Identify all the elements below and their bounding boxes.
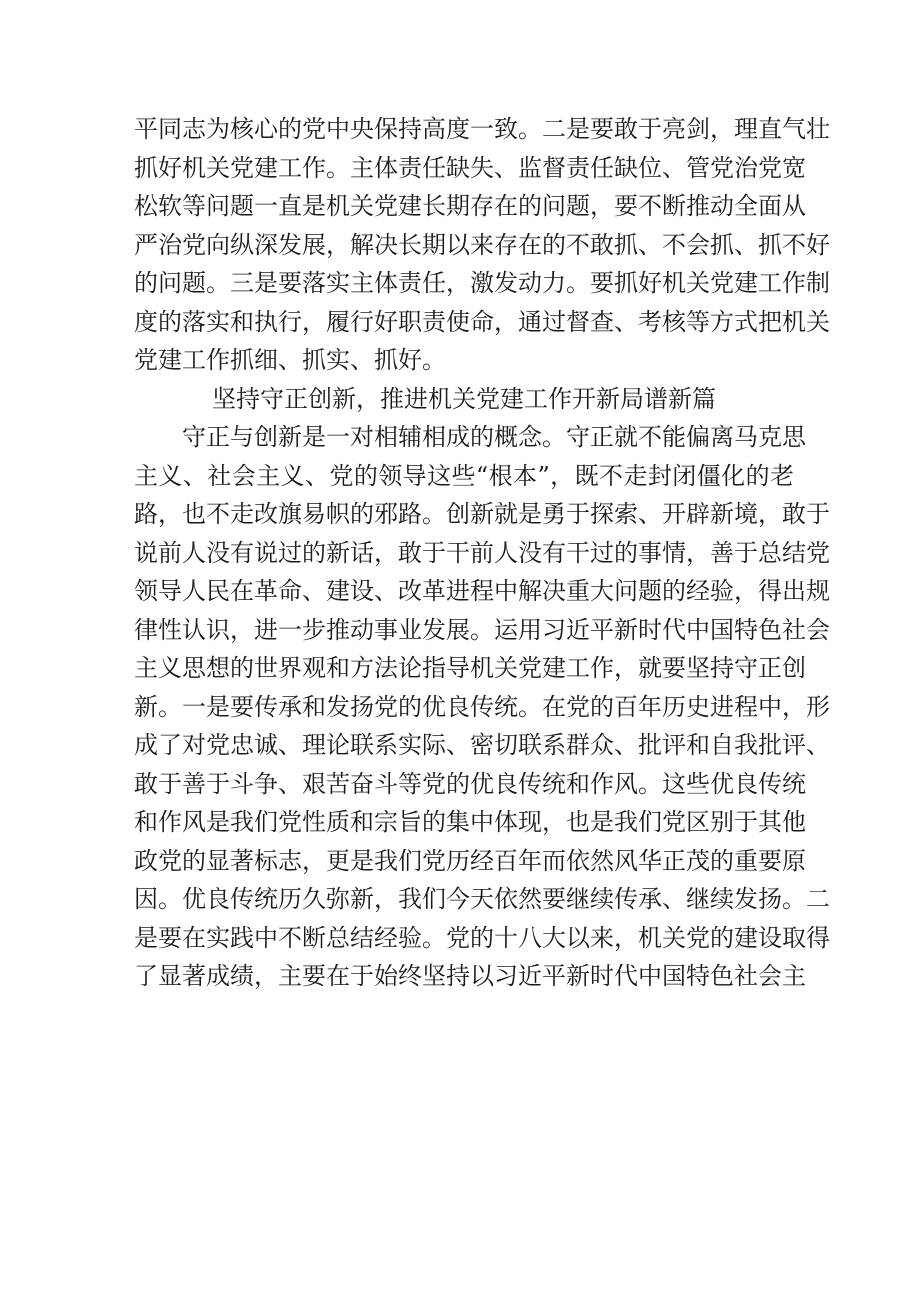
paragraph-continued [134,110,830,380]
text-line: 抓好机关党建工作。主体责任缺失、监督责任缺位、管党治党宽 [134,153,806,182]
text-line: 了显著成绩，主要在于始终坚持以习近平新时代中国特色社会主 [134,962,806,990]
text-line: 主义思想的世界观和方法论指导机关党建工作，就要坚持守正创 [134,654,806,682]
text-line: 的问题。三是要落实主体责任，激发动力。要抓好机关党建工作制 [134,269,830,297]
text-line: 守正与创新是一对相辅相成的概念。守正就不能偏离马克思 [182,423,806,451]
text-line: 律性认识，进一步推动事业发展。运用习近平新时代中国特色社会 [134,615,830,644]
text-line: 度的落实和执行，履行好职责使命，通过督查、考核等方式把机关 [134,307,830,336]
section-heading: 坚持守正创新，推进机关党建工作开新局谱新篇 [212,384,716,413]
text-line: 是要在实践中不断总结经验。党的十八大以来，机关党的建设取得 [134,923,830,952]
text-line: 新。一是要传承和发扬党的优良传统。在党的百年历史进程中，形 [134,692,830,721]
text-line: 政党的显著标志，更是我们党历经百年而依然风华正茂的重要原 [134,846,806,875]
document-body [134,110,830,996]
text-line: 主义、社会主义、党的领导这些“根本”，既不走封闭僵化的老 [134,461,794,490]
paragraph-main [134,418,830,996]
text-line: 平同志为核心的党中央保持高度一致。二是要敢于亮剑，理直气壮 [134,115,830,143]
text-line: 和作风是我们党性质和宗旨的集中体现，也是我们党区别于其他 [134,808,806,836]
text-line: 成了对党忠诚、理论联系实际、密切联系群众、批评和自我批评、 [134,731,830,759]
text-line: 敢于善于斗争、艰苦奋斗等党的优良传统和作风。这些优良传统 [134,769,806,798]
text-line: 严治党向纵深发展，解决长期以来存在的不敢抓、不会抓、抓不好 [134,230,830,259]
text-line: 因。优良传统历久弥新，我们今天依然要继续传承、继续发扬。二 [134,885,830,913]
text-line: 说前人没有说过的新话，敢于干前人没有干过的事情，善于总结党 [134,538,830,567]
text-line: 路，也不走改旗易帜的邪路。创新就是勇于探索、开辟新境，敢于 [134,500,830,528]
text-line: 党建工作抓细、抓实、抓好。 [134,346,446,374]
text-line: 松软等问题一直是机关党建长期存在的问题，要不断推动全面从 [134,192,806,220]
text-line: 领导人民在革命、建设、改革进程中解决重大问题的经验，得出规 [134,577,830,605]
